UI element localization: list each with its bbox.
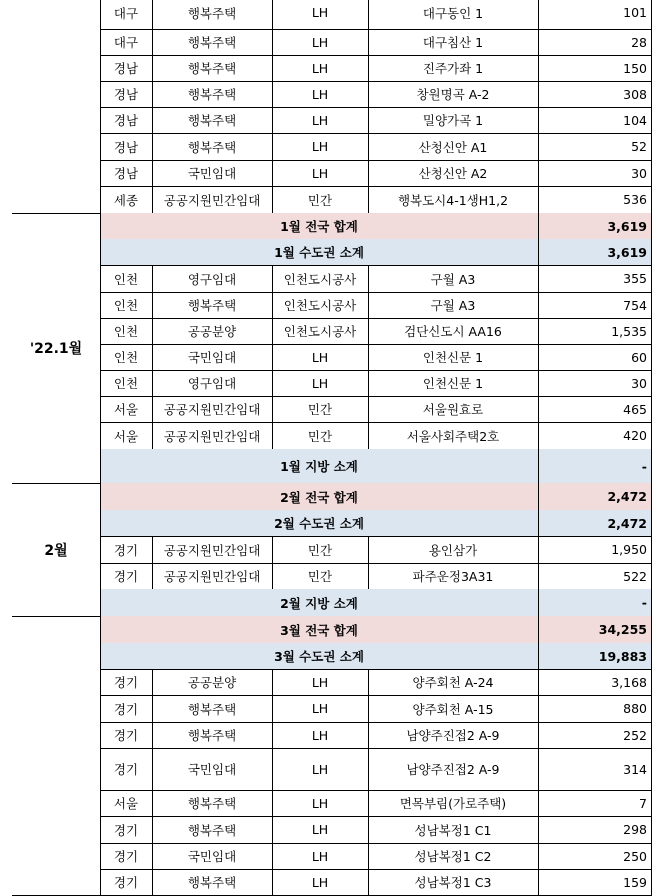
housing-type-cell: 공공지원민간임대: [163, 192, 261, 208]
unit-count-cell: 522: [623, 568, 647, 584]
region-cell: 세종: [113, 192, 139, 208]
grid-line: [538, 869, 539, 895]
housing-type-cell: 공공지원민간임대: [163, 542, 261, 558]
grid-line: [152, 0, 153, 29]
builder-cell: 인천도시공사: [283, 324, 357, 339]
grid-line: [368, 107, 369, 133]
grid-line: [272, 160, 273, 186]
grid-line: [272, 536, 273, 563]
grid-line: [368, 344, 369, 370]
region-cell: 경남: [113, 61, 139, 76]
site-name-cell: 대구침산 1: [422, 35, 484, 50]
site-name-cell: 인천신문 1: [422, 350, 484, 365]
site-name-cell: 서울원효로: [422, 402, 484, 417]
grid-line: [272, 869, 273, 895]
grid-line: [272, 318, 273, 344]
housing-type-cell: 행복주택: [187, 113, 237, 128]
grid-line: [538, 722, 539, 748]
grid-line: [152, 292, 153, 318]
housing-type-cell: 행복주택: [187, 298, 237, 313]
grid-line: [538, 370, 539, 396]
grid-line: [152, 81, 153, 107]
grid-line: [100, 0, 101, 213]
period-label: 2월: [44, 542, 68, 559]
grid-line: [538, 669, 539, 695]
unit-count-cell: 3,168: [611, 674, 647, 690]
subtotal-value: -: [538, 449, 651, 483]
subtotal-row-label: 1월 지방 소계: [100, 449, 538, 483]
grid-line: [368, 816, 369, 843]
grid-line: [368, 318, 369, 344]
grid-line: [368, 695, 369, 722]
builder-cell: LH: [311, 674, 329, 690]
unit-count-cell: 298: [623, 822, 647, 837]
region-cell: 경기: [113, 822, 139, 838]
grid-line: [368, 133, 369, 160]
builder-cell: LH: [311, 34, 329, 50]
grid-line: [152, 669, 153, 695]
builder-cell: 민간: [307, 569, 333, 584]
grid-line: [538, 107, 539, 133]
unit-count-cell: 314: [623, 761, 647, 777]
grid-line: [152, 186, 153, 213]
grid-line: [272, 816, 273, 843]
monthly-total-value: 3,619: [538, 213, 651, 239]
subtotal-value: 19,883: [538, 643, 651, 669]
grid-line: [272, 422, 273, 449]
grid-line: [152, 265, 153, 292]
grid-line: [152, 133, 153, 160]
grid-line: [152, 344, 153, 370]
grid-line: [651, 213, 652, 483]
grid-line: [368, 160, 369, 186]
grid-line: [538, 616, 539, 643]
grid-line: [272, 695, 273, 722]
region-cell: 인천: [113, 376, 139, 391]
grid-line: [272, 396, 273, 422]
unit-count-cell: 250: [623, 848, 647, 864]
unit-count-cell: 536: [623, 192, 647, 207]
builder-cell: LH: [311, 761, 329, 777]
site-name-cell: 창원명곡 A-2: [416, 87, 490, 102]
site-name-cell: 행복도시4-1생H1,2: [397, 192, 509, 208]
housing-type-cell: 공공지원민간임대: [163, 569, 261, 584]
region-cell: 인천: [113, 324, 139, 339]
housing-type-cell: 행복주택: [187, 796, 237, 811]
unit-count-cell: 420: [623, 428, 647, 443]
monthly-total-row-label: 2월 전국 합계: [100, 483, 538, 510]
builder-cell: LH: [311, 349, 329, 365]
grid-line: [272, 107, 273, 133]
grid-line: [538, 816, 539, 843]
grid-line: [368, 669, 369, 695]
region-cell: 인천: [113, 298, 139, 313]
subtotal-value: 2,472: [538, 510, 651, 536]
grid-line: [538, 422, 539, 449]
monthly-total-row-label: 1월 전국 합계: [100, 213, 538, 239]
grid-line: [368, 790, 369, 816]
housing-type-cell: 국민임대: [187, 166, 237, 181]
subtotal-value: -: [538, 589, 651, 616]
region-cell: 경기: [113, 542, 139, 558]
builder-cell: LH: [311, 165, 329, 181]
subtotal-row-label: 2월 수도권 소계: [100, 510, 538, 536]
grid-line: [272, 0, 273, 29]
grid-line: [538, 643, 539, 669]
grid-line: [538, 483, 539, 510]
builder-cell: LH: [311, 375, 329, 391]
housing-type-cell: 공공지원민간임대: [163, 428, 261, 444]
grid-line: [272, 748, 273, 790]
grid-line: [538, 344, 539, 370]
grid-line: [152, 29, 153, 55]
site-name-cell: 서울사회주택2호: [406, 428, 500, 444]
region-cell: 경남: [113, 113, 139, 128]
grid-line: [152, 396, 153, 422]
builder-cell: 민간: [307, 192, 333, 208]
region-cell: 경기: [113, 701, 139, 717]
builder-cell: 인천도시공사: [283, 298, 357, 313]
site-name-cell: 진주가좌 1: [422, 61, 484, 76]
site-name-cell: 검단신도시 AA16: [404, 324, 502, 339]
region-cell: 서울: [113, 402, 139, 417]
housing-type-cell: 영구임대: [187, 271, 237, 287]
builder-cell: 민간: [307, 542, 333, 558]
grid-line: [272, 344, 273, 370]
grid-line: [272, 29, 273, 55]
builder-cell: LH: [311, 874, 329, 890]
grid-line: [272, 790, 273, 816]
unit-count-cell: 355: [623, 271, 647, 286]
site-name-cell: 산청신안 A2: [418, 166, 488, 181]
grid-line: [152, 843, 153, 869]
site-name-cell: 인천신문 1: [422, 376, 484, 391]
site-name-cell: 산청신안 A1: [418, 139, 488, 155]
builder-cell: LH: [311, 139, 329, 154]
grid-line: [100, 213, 101, 483]
grid-line: [368, 186, 369, 213]
unit-count-cell: 60: [631, 349, 647, 365]
grid-line: [272, 81, 273, 107]
grid-line: [368, 722, 369, 748]
housing-type-cell: 영구임대: [187, 376, 237, 391]
grid-line: [368, 0, 369, 29]
grid-line: [538, 563, 539, 589]
unit-count-cell: 754: [623, 297, 647, 313]
unit-count-cell: 1,535: [611, 323, 647, 339]
grid-line: [368, 396, 369, 422]
builder-cell: LH: [311, 60, 329, 76]
builder-cell: LH: [311, 727, 329, 743]
grid-line: [538, 396, 539, 422]
housing-type-cell: 행복주택: [187, 61, 237, 76]
region-cell: 경남: [113, 139, 139, 155]
housing-type-cell: 국민임대: [187, 849, 237, 864]
region-cell: 경기: [113, 728, 139, 743]
housing-type-cell: 공공분양: [187, 324, 237, 339]
grid-line: [651, 0, 652, 213]
region-cell: 경기: [113, 875, 139, 890]
unit-count-cell: 30: [631, 375, 647, 391]
grid-line: [152, 790, 153, 816]
grid-line: [368, 843, 369, 869]
grid-line: [152, 563, 153, 589]
region-cell: 경기: [113, 762, 139, 777]
subtotal-value: 3,619: [538, 239, 651, 265]
housing-type-cell: 행복주택: [187, 139, 237, 155]
grid-line: [368, 292, 369, 318]
housing-type-cell: 공공지원민간임대: [163, 402, 261, 417]
grid-line: [538, 790, 539, 816]
grid-line: [100, 483, 101, 616]
subtotal-row-label: 3월 수도권 소계: [100, 643, 538, 669]
site-name-cell: 밀양가곡 1: [422, 113, 484, 128]
region-cell: 대구: [113, 5, 139, 21]
grid-line: [538, 748, 539, 790]
region-cell: 경기: [113, 675, 139, 690]
grid-line: [538, 0, 539, 29]
builder-cell: LH: [311, 822, 329, 837]
grid-line: [272, 669, 273, 695]
grid-line: [538, 510, 539, 536]
grid-line: [538, 213, 539, 239]
grid-line: [152, 370, 153, 396]
site-name-cell: 구월 A3: [430, 271, 476, 287]
site-name-cell: 성남복정1 C3: [414, 875, 492, 890]
site-name-cell: 용인삼가: [428, 542, 478, 558]
builder-cell: LH: [311, 848, 329, 864]
housing-type-cell: 행복주택: [187, 822, 237, 838]
subtotal-row-label: 1월 수도권 소계: [100, 239, 538, 265]
grid-line: [368, 265, 369, 292]
site-name-cell: 성남복정1 C2: [414, 849, 492, 864]
site-name-cell: 남양주진접2 A-9: [406, 762, 500, 777]
region-cell: 경남: [113, 87, 139, 102]
housing-type-cell: 공공분양: [187, 675, 237, 690]
grid-line: [538, 292, 539, 318]
subtotal-row-label: 2월 지방 소계: [100, 589, 538, 616]
grid-line: [272, 370, 273, 396]
builder-cell: 인천도시공사: [283, 271, 357, 287]
monthly-total-value: 34,255: [538, 616, 651, 643]
grid-line: [368, 748, 369, 790]
monthly-total-row-label: 3월 전국 합계: [100, 616, 538, 643]
grid-line: [651, 616, 652, 895]
builder-cell: LH: [311, 795, 329, 811]
monthly-total-value: 2,472: [538, 483, 651, 510]
grid-line: [272, 133, 273, 160]
grid-line: [368, 422, 369, 449]
builder-cell: 민간: [307, 428, 333, 444]
region-cell: 경남: [113, 166, 139, 181]
unit-count-cell: 465: [623, 401, 647, 417]
grid-line: [272, 843, 273, 869]
grid-line: [538, 55, 539, 81]
unit-count-cell: 1,950: [611, 542, 647, 557]
unit-count-cell: 30: [631, 165, 647, 181]
grid-line: [272, 722, 273, 748]
grid-line: [152, 422, 153, 449]
region-cell: 서울: [113, 428, 139, 444]
site-name-cell: 면목부림(가로주택): [399, 796, 507, 811]
grid-line: [538, 160, 539, 186]
site-name-cell: 남양주진접2 A-9: [406, 728, 500, 743]
housing-type-cell: 행복주택: [187, 875, 237, 890]
grid-line: [272, 563, 273, 589]
period-label: [12, 616, 100, 895]
grid-line: [368, 81, 369, 107]
housing-type-cell: 행복주택: [187, 701, 237, 717]
grid-line: [368, 55, 369, 81]
grid-line: [272, 265, 273, 292]
housing-type-cell: 행복주택: [187, 5, 237, 21]
grid-line: [538, 536, 539, 563]
grid-line: [538, 133, 539, 160]
site-name-cell: 양주회천 A-15: [412, 701, 494, 717]
grid-line: [272, 55, 273, 81]
site-name-cell: 구월 A3: [430, 298, 476, 313]
unit-count-cell: 101: [623, 5, 647, 20]
grid-line: [368, 29, 369, 55]
region-cell: 서울: [113, 796, 139, 811]
region-cell: 경기: [113, 849, 139, 864]
grid-line: [368, 563, 369, 589]
grid-line: [152, 748, 153, 790]
grid-line: [152, 816, 153, 843]
unit-count-cell: 150: [623, 60, 647, 76]
housing-type-cell: 행복주택: [187, 728, 237, 743]
site-name-cell: 파주운정3A31: [412, 569, 494, 584]
period-label: '22.1월: [29, 341, 83, 357]
builder-cell: LH: [311, 86, 329, 102]
unit-count-cell: 880: [623, 701, 647, 716]
period-label: [12, 0, 100, 213]
housing-type-cell: 행복주택: [187, 35, 237, 50]
builder-cell: LH: [311, 5, 329, 20]
grid-line: [538, 29, 539, 55]
region-cell: 대구: [113, 35, 139, 50]
unit-count-cell: 159: [623, 874, 647, 890]
grid-line: [538, 81, 539, 107]
region-cell: 인천: [113, 271, 139, 287]
unit-count-cell: 308: [623, 86, 647, 102]
grid-line: [152, 722, 153, 748]
grid-line: [152, 318, 153, 344]
grid-line: [152, 160, 153, 186]
grid-line: [651, 483, 652, 616]
grid-line: [538, 318, 539, 344]
unit-count-cell: 52: [631, 139, 647, 154]
site-name-cell: 성남복정1 C1: [414, 822, 492, 838]
grid-line: [368, 536, 369, 563]
region-cell: 경기: [113, 569, 139, 584]
grid-line: [152, 107, 153, 133]
grid-line: [272, 186, 273, 213]
grid-line: [152, 695, 153, 722]
housing-type-cell: 국민임대: [187, 762, 237, 777]
site-name-cell: 양주회천 A-24: [412, 675, 494, 690]
grid-line: [152, 536, 153, 563]
grid-line: [152, 55, 153, 81]
grid-line: [272, 292, 273, 318]
housing-type-cell: 행복주택: [187, 87, 237, 102]
grid-line: [368, 370, 369, 396]
grid-line: [538, 449, 539, 483]
unit-count-cell: 252: [623, 727, 647, 743]
site-name-cell: 대구동인 1: [422, 5, 484, 21]
grid-line: [538, 265, 539, 292]
region-cell: 인천: [113, 350, 139, 365]
builder-cell: LH: [311, 701, 329, 716]
grid-line: [538, 239, 539, 265]
builder-cell: 민간: [307, 402, 333, 417]
grid-line: [538, 589, 539, 616]
unit-count-cell: 7: [639, 795, 647, 811]
builder-cell: LH: [311, 112, 329, 128]
grid-line: [152, 869, 153, 895]
unit-count-cell: 104: [623, 112, 647, 128]
grid-line: [538, 843, 539, 869]
grid-line: [538, 186, 539, 213]
grid-line: [368, 869, 369, 895]
unit-count-cell: 28: [631, 34, 647, 50]
grid-line: [100, 616, 101, 895]
housing-type-cell: 국민임대: [187, 350, 237, 365]
grid-line: [538, 695, 539, 722]
